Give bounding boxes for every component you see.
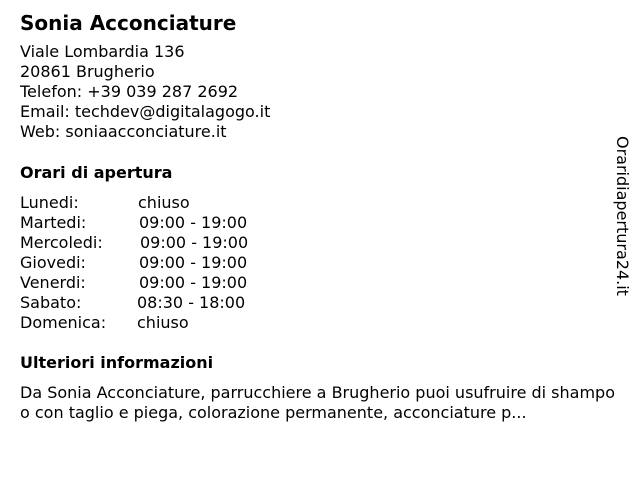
hours-day: Venerdi: [20, 273, 86, 292]
address-street: Viale Lombardia 136 [20, 42, 185, 61]
opening-hours-table [20, 193, 620, 333]
business-card [20, 10, 620, 423]
hours-row-wednesday [20, 233, 620, 253]
additional-info-heading: Ulteriori informazioni [20, 353, 214, 372]
phone-line: Telefon: +39 039 287 2692 [20, 82, 239, 101]
business-name: Sonia Acconciature [20, 11, 237, 35]
opening-hours-heading: Orari di apertura [20, 163, 173, 182]
hours-row-thursday [20, 253, 620, 273]
hours-day: Mercoledi: [20, 233, 103, 252]
hours-time: 09:00 - 19:00 [140, 233, 249, 252]
hours-row-tuesday [20, 213, 620, 233]
hours-time: 09:00 - 19:00 [139, 273, 248, 292]
hours-time: chiuso [137, 313, 189, 332]
hours-day: Giovedi: [20, 253, 86, 272]
hours-day: Martedi: [20, 213, 87, 232]
hours-row-monday [20, 193, 620, 213]
hours-row-sunday [20, 313, 620, 333]
hours-time: 09:00 - 19:00 [139, 213, 248, 232]
hours-time: chiuso [138, 193, 190, 212]
hours-row-saturday [20, 293, 620, 313]
site-watermark: Oraridiapertura24.it [613, 136, 632, 296]
email-line: Email: techdev@digitalagogo.it [20, 102, 271, 121]
hours-day: Sabato: [20, 293, 82, 312]
address-city: 20861 Brugherio [20, 62, 155, 81]
hours-time: 09:00 - 19:00 [139, 253, 248, 272]
hours-day: Lunedi: [20, 193, 79, 212]
additional-info-text: Da Sonia Acconciature, parrucchiere a Brugherio puoi usufruire di shampoo con taglio e piega, colorazione permanente, acconciature p... [20, 383, 615, 422]
web-line: Web: soniaacconciature.it [20, 122, 227, 141]
hours-day: Domenica: [20, 313, 107, 332]
hours-time: 08:30 - 18:00 [137, 293, 246, 312]
hours-row-friday [20, 273, 620, 293]
